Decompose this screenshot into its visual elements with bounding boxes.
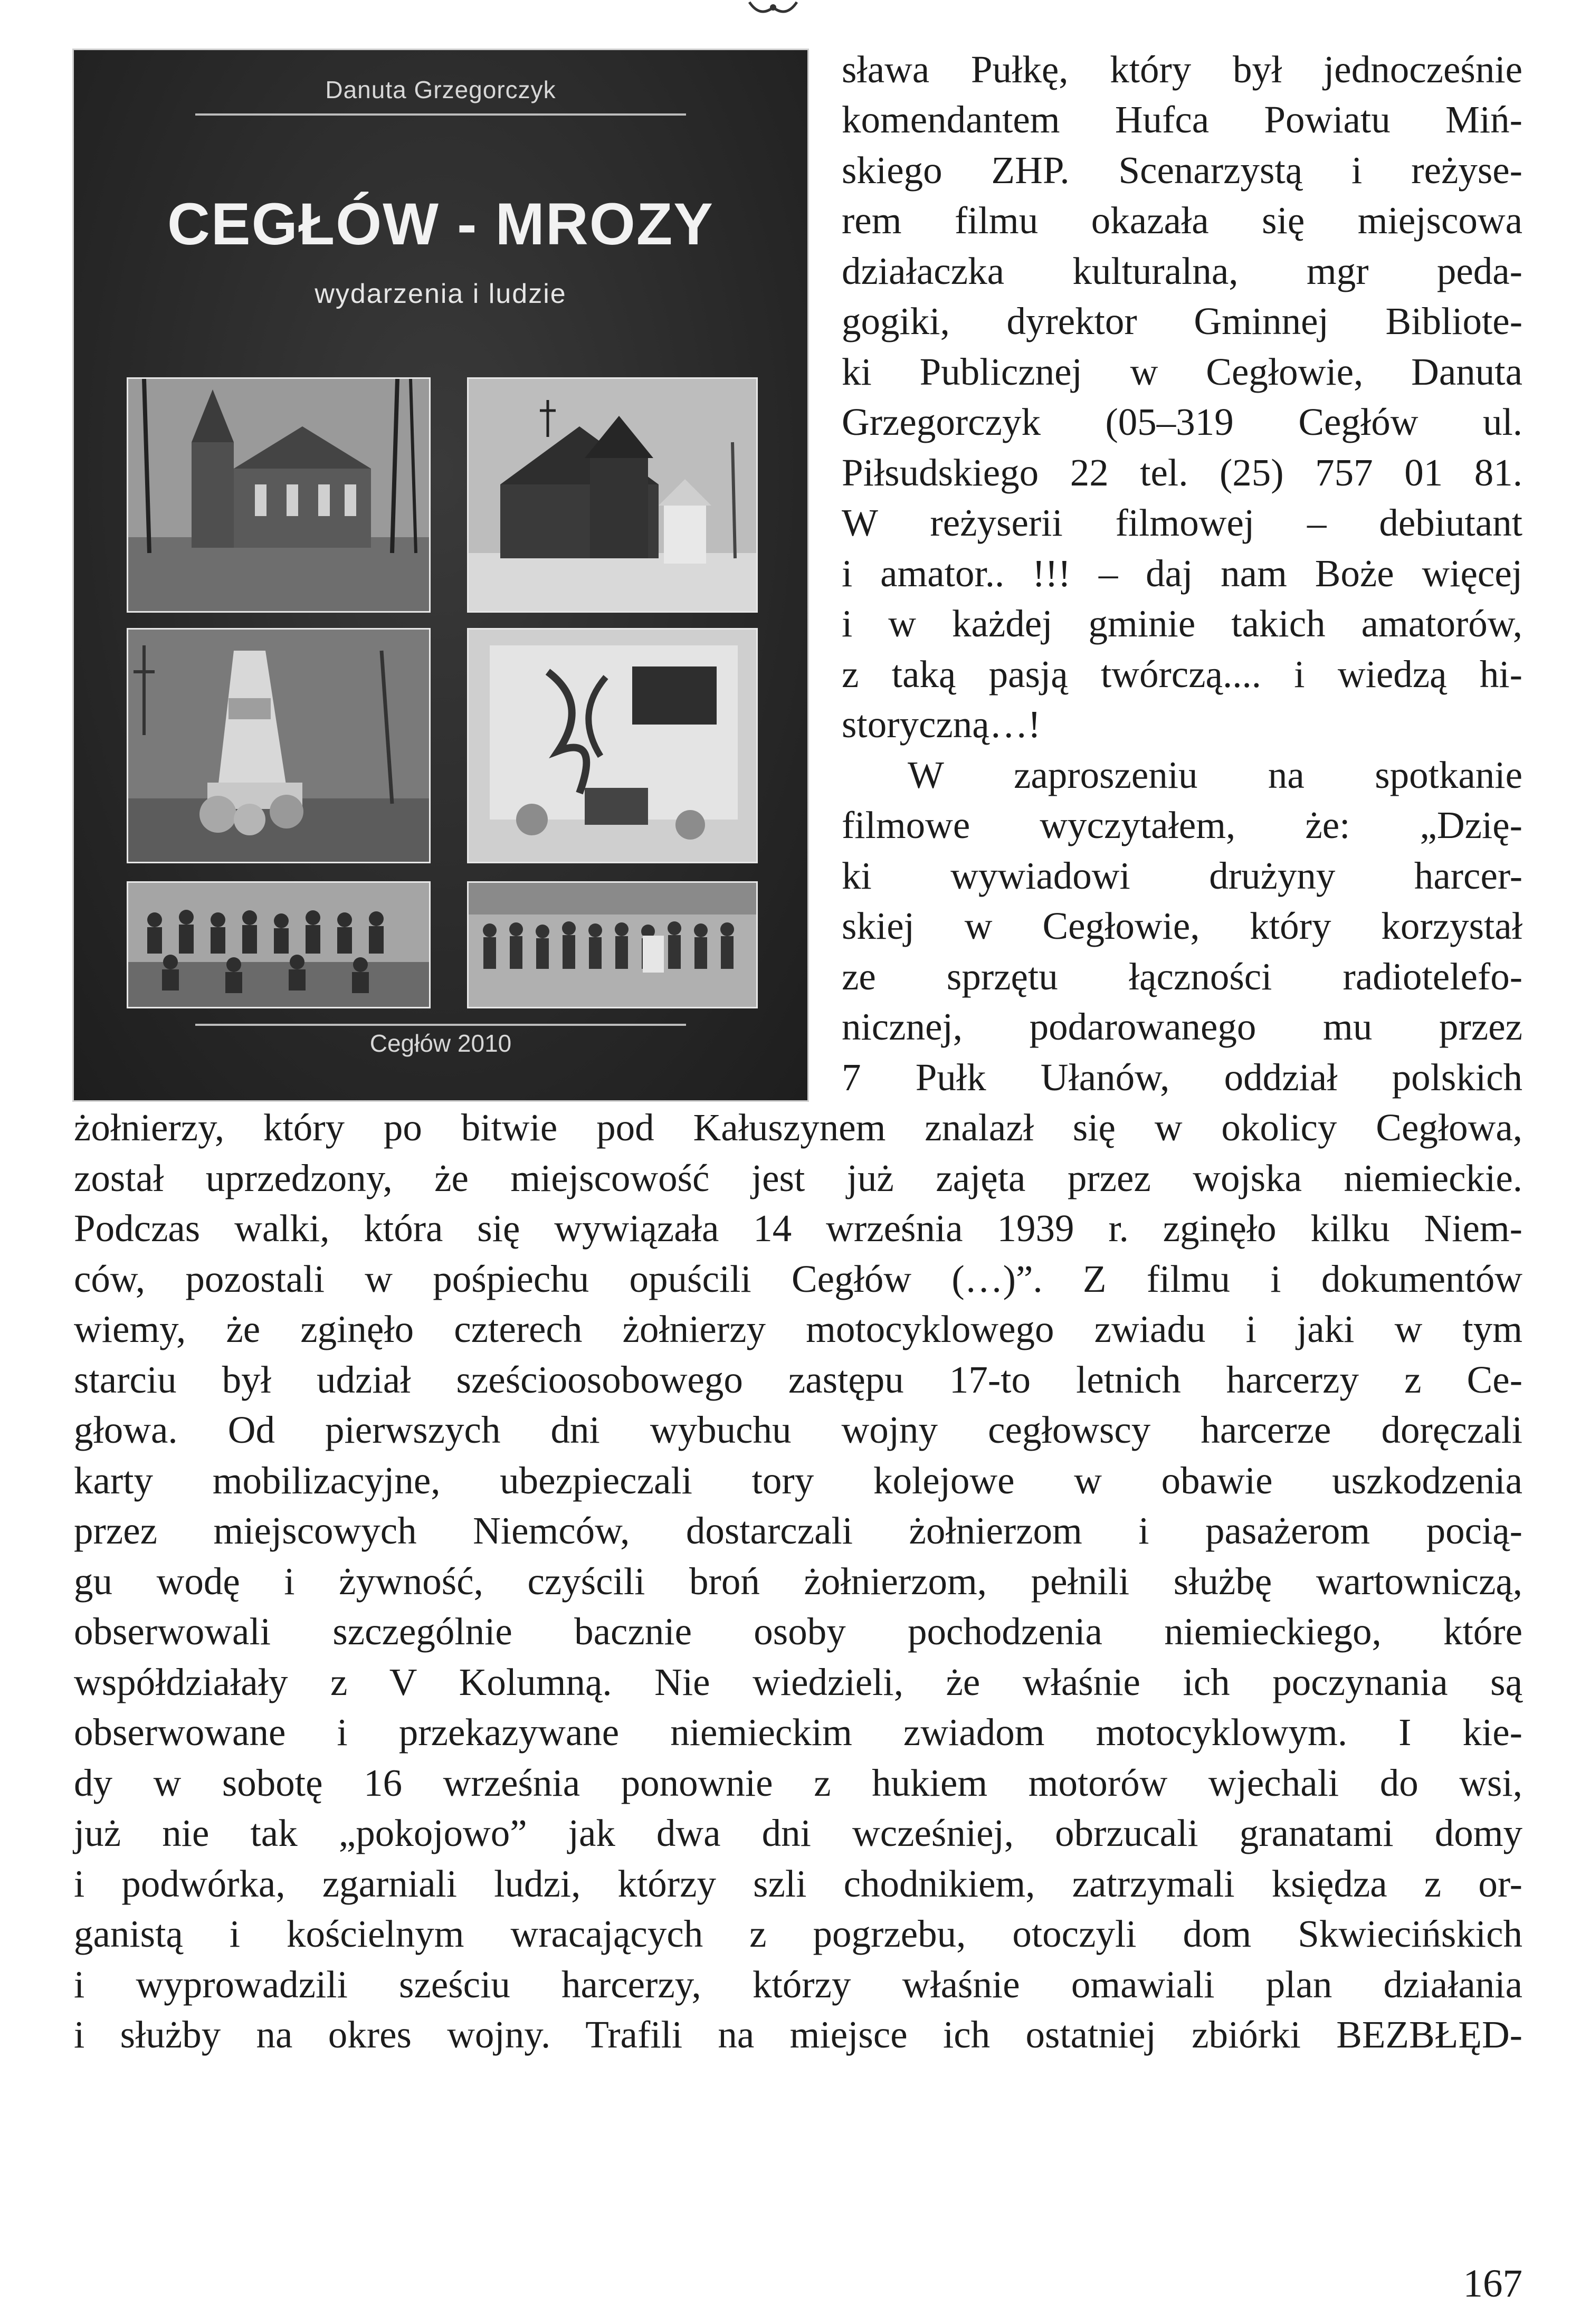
book-cover-image [74,50,807,1100]
cover-photo-cemetery-memorial [127,628,431,863]
text-line: ganistą i kościelnym wracających z pogrzebu, otoczyli dom Skwiecińskich [74,1912,1522,1955]
text-line: ki wywiadowi drużyny harcer- [842,854,1522,897]
cover-photo-brick-church [127,377,431,613]
text-line: i wyprowadzili sześciu harcerzy, którzy właśnie omawiali plan działania [74,1963,1522,2006]
text-line: storyczną…! [842,703,1041,746]
text-line: i w każdej gminie takich amatorów, [842,602,1522,645]
text-line: starciu był udział sześcioosobowego zastępu 17-to letnich harcerzy z Ce- [74,1358,1522,1401]
text-line: W reżyserii filmowej – debiutant [842,501,1522,544]
cover-photo-people-gathering [467,881,758,1008]
cover-subtitle: wydarzenia i ludzie [315,279,567,309]
text-line: skiej w Cegłowie, który korzystał [842,904,1522,947]
text-line: i amator.. !!! – daj nam Boże więcej [842,552,1522,595]
text-line: i służby na okres wojny. Trafili na miejsce ich ostatniej zbiórki BEZBŁĘD- [74,2013,1522,2056]
text-line: obserwowane i przekazywane niemieckim zwiadom motocyklowym. I kie- [74,1711,1522,1754]
text-line: wiemy, że zginęło czterech żołnierzy motocyklowego zwiadu i jaki w tym [74,1308,1522,1350]
text-line: Grzegorczyk (05–319 Cegłów ul. [842,401,1522,443]
ornament-icon [744,0,802,19]
text-line: nicznej, podarowanego mu przez [842,1005,1522,1048]
text-line: gogiki, dyrektor Gminnej Bibliote- [842,300,1522,342]
text-line: dy w sobotę 16 września ponownie z hukiem motorów wjechali do wsi, [74,1761,1522,1804]
text-line: Podczas walki, która się wywiązała 14 września 1939 r. zginęło kilku Niem- [74,1207,1522,1250]
text-line: ców, pozostali w pośpiechu opuścili Cegłów (…)”. Z filmu i dokumentów [74,1258,1522,1300]
cover-rule-top [195,113,686,116]
text-line: został uprzedzony, że miejscowość jest już zajęta przez wojska niemieckie. [74,1157,1522,1199]
text-line: żołnierzy, który po bitwie pod Kałuszynem znalazł się w okolicy Cegłowa, [74,1106,1522,1149]
paragraph-start-line: W zaproszeniu na spotkanie [908,754,1522,796]
text-line: już nie tak „pokojowo” jak dwa dni wcześniej, obrzucali granatami domy [74,1812,1522,1854]
cover-title: CEGŁÓW - MROZY [167,191,714,257]
page-number: 167 [1463,2262,1522,2306]
text-line: przez miejscowych Niemców, dostarczali żołnierzom i pasażerom pocią- [74,1509,1522,1552]
text-line: współdziałały z V Kolumną. Nie wiedzieli, że właśnie ich poczynania są [74,1661,1522,1703]
text-line: sława Pułkę, który był jednocześnie [842,48,1522,91]
cover-photo-wooden-church [467,377,758,613]
cover-photo-scouts-group [127,881,431,1008]
text-line: ki Publicznej w Cegłowie, Danuta [842,350,1522,393]
text-line: rem filmu okazała się miejscowa [842,199,1522,242]
text-line: karty mobilizacyjne, ubezpieczali tory kolejowe w obawie uszkodzenia [74,1459,1522,1502]
text-line: i podwórka, zgarniali ludzi, którzy szli chodnikiem, zatrzymali księdza z or- [74,1862,1522,1905]
text-line: filmowe wyczytałem, że: „Dzię- [842,804,1522,846]
text-line: głowa. Od pierwszych dni wybuchu wojny cegłowscy harcerze doręczali [74,1408,1522,1451]
text-line: z taką pasją twórczą.... i wiedzą hi- [842,653,1522,696]
cover-author: Danuta Grzegorczyk [325,76,556,103]
text-line: ze sprzętu łączności radiotelefo- [842,955,1522,998]
cover-photo-monument-plaque [467,628,758,863]
text-line: Piłsudskiego 22 tel. (25) 757 01 81. [842,451,1522,494]
text-line: skiego ZHP. Scenarzystą i reżyse- [842,149,1522,192]
text-line: działaczka kulturalna, mgr peda- [842,250,1522,292]
cover-imprint: Cegłów 2010 [369,1030,512,1057]
cover-rule-bottom [195,1024,686,1026]
text-line: komendantem Hufca Powiatu Miń- [842,98,1522,141]
text-line: obserwowali szczególnie bacznie osoby pochodzenia niemieckiego, które [74,1610,1522,1653]
text-line: gu wodę i żywność, czyścili broń żołnierzom, pełnili służbę wartowniczą, [74,1560,1522,1603]
text-line: 7 Pułk Ułanów, oddział polskich [842,1056,1522,1099]
